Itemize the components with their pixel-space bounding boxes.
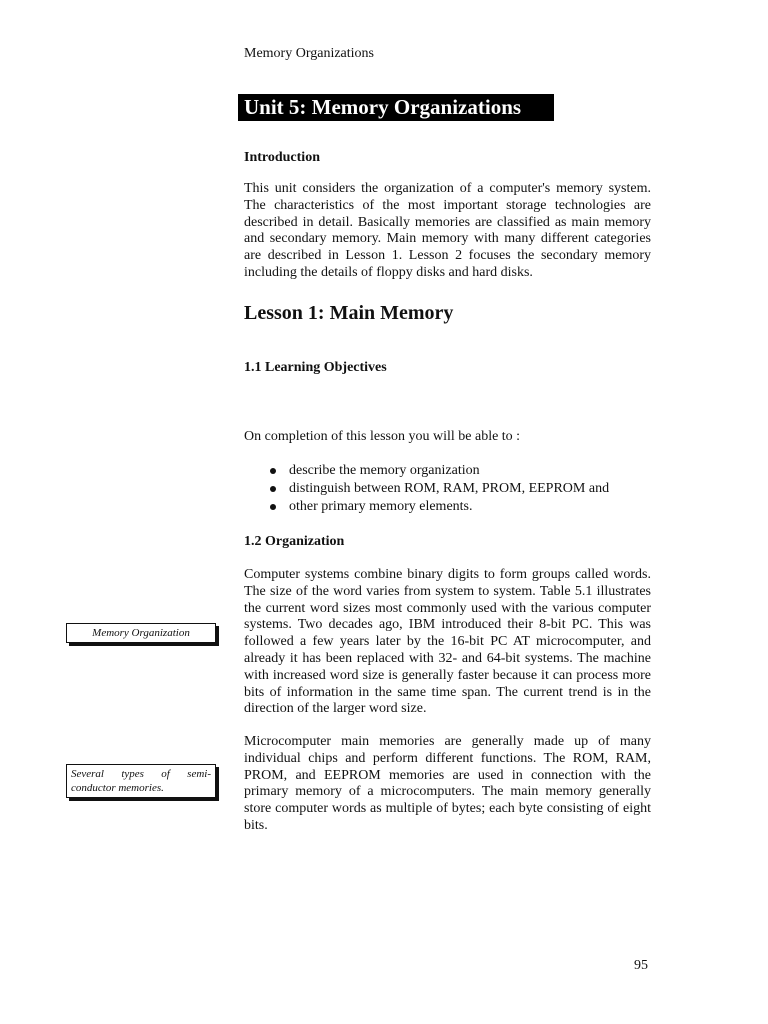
margin-note-memory-organization: Memory Organization (66, 623, 216, 643)
margin-note-semiconductor-memories: Several types of semi-conductor memories. (66, 764, 216, 798)
introduction-paragraph: This unit considers the organization of a computer's memory system. The characteristics of the most important storage technologies are described in detail. Basically memories are classified as main memory and secondary memory. Main memory with many different categories are described in Lesson 1. Lesson 2 focuses the secondary memory including the details of floppy disks and hard disks. (244, 181, 651, 280)
organization-heading: 1.2 Organization (244, 534, 345, 549)
bullet-icon (270, 486, 276, 492)
list-item-text: describe the memory organization (289, 463, 480, 478)
list-item-text: other primary memory elements. (289, 499, 473, 514)
running-header: Memory Organizations (244, 46, 374, 61)
list-item (270, 480, 609, 498)
bullet-icon (270, 468, 276, 474)
page-number: 95 (634, 958, 648, 973)
organization-paragraph-1: Computer systems combine binary digits to form groups called words. The size of the word varies from system to system. Table 5.1 illustrates the current word sizes most commonly used with the various computer systems. Two decades ago, IBM introduced their 8-bit PC. This was followed a few years later by the 16-bit PC AT microcomputer, and already it has been replaced with 32- and 64-bit systems. The machine with increased word size is generally faster because it can process more bits of information in the same time span. The current trend is in the direction of the larger word size. (244, 567, 651, 717)
bullet-icon (270, 504, 276, 510)
organization-paragraph-2: Microcomputer main memories are generally made up of many individual chips and perform different functions. The ROM, RAM, PROM, and EEPROM memories are used in connection with the primary memory of a microcomputers. The main memory generally store computer words as multiple of bytes; each byte consisting of eight bits. (244, 734, 651, 833)
list-item (270, 498, 609, 516)
introduction-heading: Introduction (244, 150, 320, 165)
list-item (270, 462, 609, 480)
learning-objectives-heading: 1.1 Learning Objectives (244, 360, 387, 375)
unit-title: Unit 5: Memory Organizations (238, 94, 554, 121)
objectives-list (270, 462, 609, 516)
objectives-lead: On completion of this lesson you will be able to : (244, 429, 521, 444)
list-item-text: distinguish between ROM, RAM, PROM, EEPROM and (289, 481, 610, 496)
lesson-title: Lesson 1: Main Memory (244, 302, 454, 324)
